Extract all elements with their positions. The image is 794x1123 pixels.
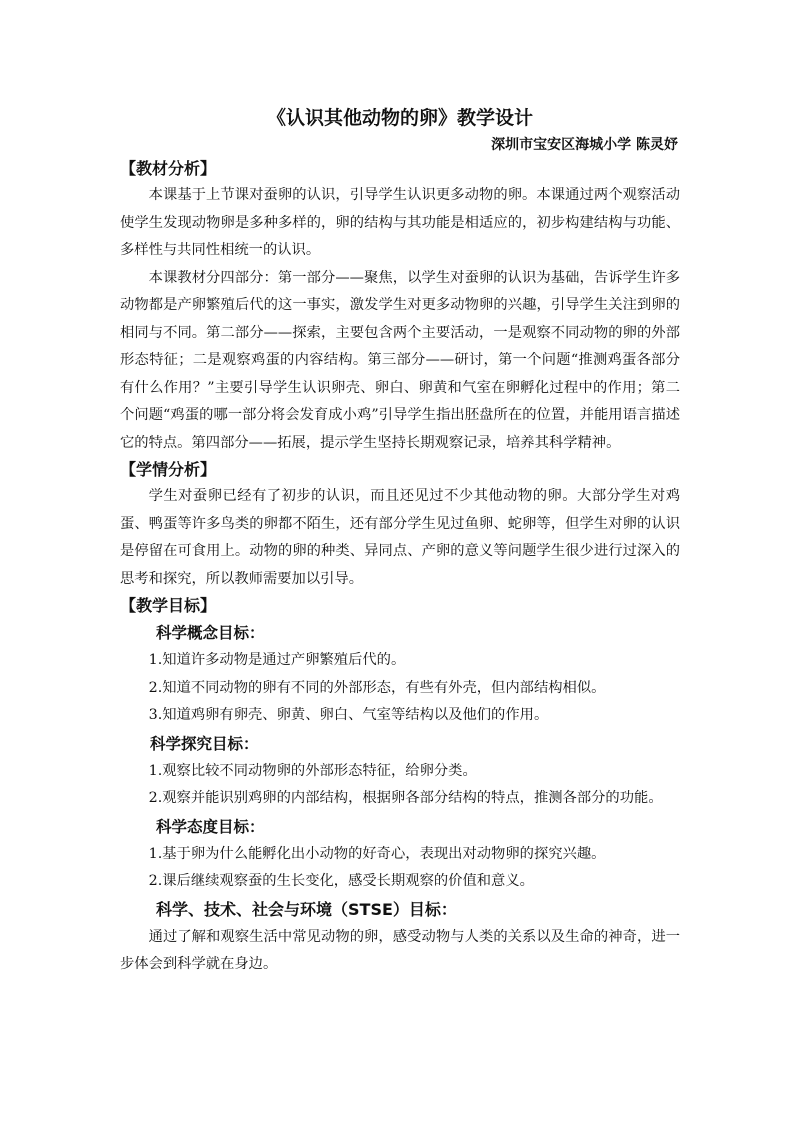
goal-heading-concept: 科学概念目标： bbox=[156, 624, 265, 642]
paragraph: 学生对蚕卵已经有了初步的认识，而且还见过不少其他动物的卵。大部分学生对鸡蛋、鸭蛋等许多鸟类的卵都不陌生，还有部分学生见过鱼卵、蛇卵等，但学生对卵的认识是停留在可食用上。动物的卵的种类、异同点、产卵的意义等问题学生很少进行过深入的思考和探究，所以教师需要加以引导。 bbox=[120, 488, 680, 587]
goal-item: 3.知道鸡卵有卵壳、卵黄、卵白、气室等结构以及他们的作用。 bbox=[148, 707, 549, 723]
goal-heading-stse: 科学、技术、社会与环境（STSE）目标： bbox=[156, 899, 457, 919]
goal-item: 2.课后继续观察蚕的生长变化，感受长期观察的价值和意义。 bbox=[148, 873, 534, 889]
goal-item: 2.观察并能识别鸡卵的内部结构，根据卵各部分结构的特点，推测各部分的功能。 bbox=[148, 790, 663, 806]
goal-item: 1.基于卵为什么能孵化出小动物的好奇心，表现出对动物卵的探究兴趣。 bbox=[148, 845, 606, 862]
paragraph: 本课基于上节课对蚕卵的认识，引导学生认识更多动物的卵。本课通过两个观察活动使学生发现动物卵是多种多样的，卵的结构与其功能是相适应的，初步构建结构与功能、多样性与共同性相统一的认识。 bbox=[120, 187, 680, 258]
goal-heading-attitude: 科学态度目标： bbox=[156, 817, 265, 836]
goal-heading-inquiry: 科学探究目标： bbox=[150, 734, 259, 753]
section-student-analysis bbox=[120, 457, 680, 593]
paragraph: 本课教材分四部分：第一部分——聚焦，以学生对蚕卵的认识为基础，告诉学生许多动物都是产卵繁殖后代的这一事实，激发学生对更多动物卵的兴趣，引导学生关注到卵的相同与不同。第二部分——探索，主要包含两个主要活动，一是观察不同动物的卵的外部形态特征；二是观察鸡蛋的内容结构。第三部分——研讨，第一个问题“推测鸡蛋各部分有什么作用？”主要引导学生认识卵壳、卵白、卵黄和气室在卵孵化过程中的作用；第二个问题“鸡蛋的哪一部分将会发育成小鸡”引导学生指出胚盘所在的位置，并能用语言描述它的特点。第四部分——拓展，提示学生坚持长期观察记录，培养其科学精神。 bbox=[120, 269, 680, 451]
goal-item: 1.观察比较不同动物卵的外部形态特征，给卵分类。 bbox=[148, 762, 477, 779]
section-heading: 【学情分析】 bbox=[120, 460, 217, 479]
goal-item: 通过了解和观察生活中常见动物的卵，感受动物与人类的关系以及生命的神奇，进一步体会到科学就在身边。 bbox=[120, 928, 680, 972]
document-title: 《认识其他动物的卵》教学设计 bbox=[266, 107, 533, 129]
section-heading: 【教学目标】 bbox=[120, 596, 217, 615]
goal-item: 2.知道不同动物的卵有不同的外部形态，有些有外壳，但内部结构相似。 bbox=[148, 679, 606, 696]
document-content bbox=[120, 104, 680, 979]
goal-item: 1.知道许多动物是通过产卵繁殖后代的。 bbox=[148, 652, 406, 668]
section-teaching-goals bbox=[120, 593, 680, 979]
section-heading: 【教材分析】 bbox=[120, 159, 217, 178]
section-textbook-analysis bbox=[120, 156, 680, 457]
document-author: 深圳市宝安区海城小学 陈灵妤 bbox=[491, 137, 678, 153]
